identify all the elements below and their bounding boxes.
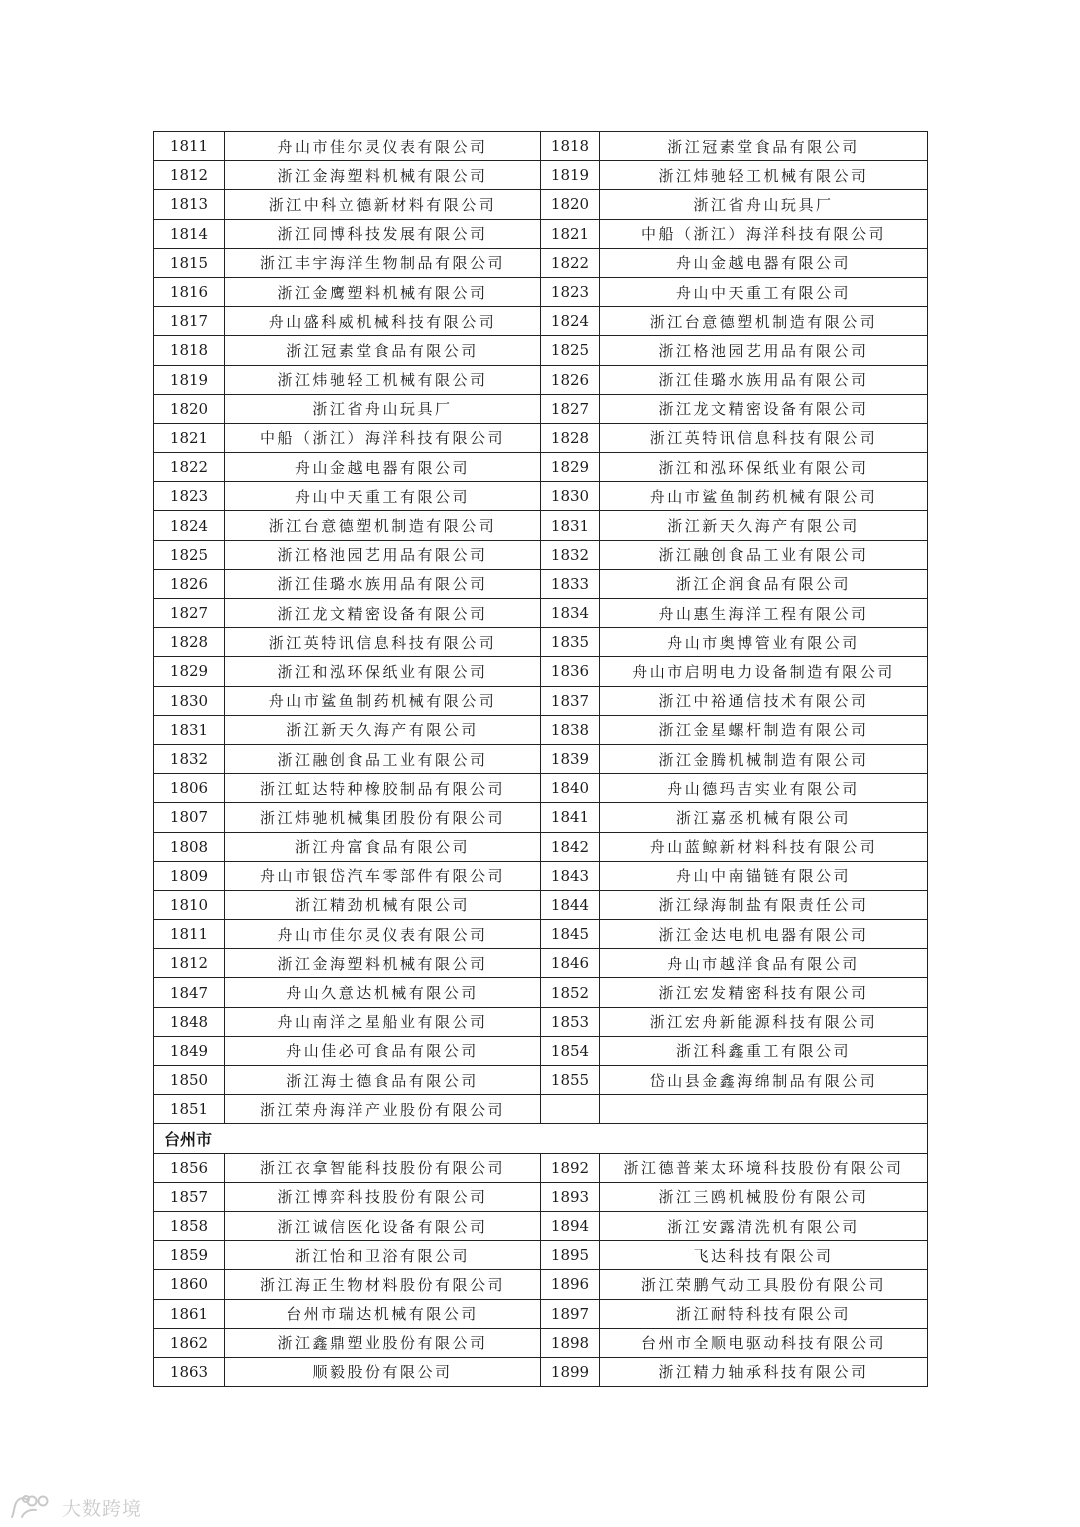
watermark-text: 大数跨境 bbox=[62, 1497, 143, 1520]
left-number: 1863 bbox=[154, 1357, 225, 1386]
right-number: 1836 bbox=[541, 657, 600, 686]
table-row bbox=[154, 423, 928, 452]
right-number: 1899 bbox=[541, 1357, 600, 1386]
right-number: 1831 bbox=[541, 511, 600, 540]
left-number: 1850 bbox=[154, 1066, 225, 1095]
right-number: 1822 bbox=[541, 248, 600, 277]
left-company-name: 浙江台意德塑机制造有限公司 bbox=[225, 511, 541, 540]
right-number: 1820 bbox=[541, 190, 600, 219]
left-company-name: 浙江博弈科技股份有限公司 bbox=[225, 1182, 541, 1211]
left-number: 1848 bbox=[154, 1007, 225, 1036]
table-row bbox=[154, 540, 928, 569]
left-number: 1823 bbox=[154, 482, 225, 511]
right-number: 1827 bbox=[541, 394, 600, 423]
right-number: 1855 bbox=[541, 1066, 600, 1095]
left-number: 1824 bbox=[154, 511, 225, 540]
left-company-name: 浙江虹达特种橡胶制品有限公司 bbox=[225, 774, 541, 803]
table-row bbox=[154, 861, 928, 890]
left-company-name: 浙江金鹰塑料机械有限公司 bbox=[225, 277, 541, 306]
right-company-name: 浙江荣鹏气动工具股份有限公司 bbox=[600, 1270, 928, 1299]
right-company-name: 浙江德普莱太环境科技股份有限公司 bbox=[600, 1153, 928, 1182]
right-company-name: 浙江新天久海产有限公司 bbox=[600, 511, 928, 540]
right-number: 1843 bbox=[541, 861, 600, 890]
left-company-name: 浙江金海塑料机械有限公司 bbox=[225, 949, 541, 978]
left-number: 1810 bbox=[154, 890, 225, 919]
left-company-name: 浙江融创食品工业有限公司 bbox=[225, 744, 541, 773]
section-heading-row bbox=[154, 1124, 928, 1153]
table-row bbox=[154, 890, 928, 919]
table-row bbox=[154, 1241, 928, 1270]
right-company-name: 浙江台意德塑机制造有限公司 bbox=[600, 307, 928, 336]
table-row bbox=[154, 1270, 928, 1299]
left-company-name: 舟山中天重工有限公司 bbox=[225, 482, 541, 511]
left-company-name: 舟山市佳尔灵仪表有限公司 bbox=[225, 920, 541, 949]
right-company-name: 舟山惠生海洋工程有限公司 bbox=[600, 599, 928, 628]
right-company-name: 浙江精力轴承科技有限公司 bbox=[600, 1357, 928, 1386]
left-company-name: 舟山盛科威机械科技有限公司 bbox=[225, 307, 541, 336]
left-company-name: 浙江中科立德新材料有限公司 bbox=[225, 190, 541, 219]
right-number: 1818 bbox=[541, 132, 600, 161]
left-company-name: 浙江和泓环保纸业有限公司 bbox=[225, 657, 541, 686]
left-company-name: 舟山市佳尔灵仪表有限公司 bbox=[225, 132, 541, 161]
table-row bbox=[154, 482, 928, 511]
right-number: 1824 bbox=[541, 307, 600, 336]
left-number: 1851 bbox=[154, 1095, 225, 1124]
right-company-name: 浙江金星螺杆制造有限公司 bbox=[600, 715, 928, 744]
right-company-name: 浙江宏舟新能源科技有限公司 bbox=[600, 1007, 928, 1036]
table-row bbox=[154, 161, 928, 190]
left-number: 1862 bbox=[154, 1328, 225, 1357]
left-company-name: 浙江怡和卫浴有限公司 bbox=[225, 1241, 541, 1270]
left-company-name: 浙江新天久海产有限公司 bbox=[225, 715, 541, 744]
left-number: 1822 bbox=[154, 453, 225, 482]
right-number: 1825 bbox=[541, 336, 600, 365]
left-number: 1811 bbox=[154, 132, 225, 161]
left-number: 1847 bbox=[154, 978, 225, 1007]
table-row bbox=[154, 774, 928, 803]
table-row bbox=[154, 365, 928, 394]
table-row bbox=[154, 1095, 928, 1124]
right-company-name: 岱山县金鑫海绵制品有限公司 bbox=[600, 1066, 928, 1095]
company-list-table bbox=[153, 131, 928, 1387]
right-company-name: 浙江绿海制盐有限责任公司 bbox=[600, 890, 928, 919]
left-number: 1818 bbox=[154, 336, 225, 365]
right-company-name: 舟山市越洋食品有限公司 bbox=[600, 949, 928, 978]
left-company-name: 浙江同博科技发展有限公司 bbox=[225, 219, 541, 248]
left-company-name: 舟山南洋之星船业有限公司 bbox=[225, 1007, 541, 1036]
right-number: 1839 bbox=[541, 744, 600, 773]
left-company-name: 浙江金海塑料机械有限公司 bbox=[225, 161, 541, 190]
left-number: 1819 bbox=[154, 365, 225, 394]
table-row bbox=[154, 394, 928, 423]
right-company-name: 舟山蓝鲸新材料科技有限公司 bbox=[600, 832, 928, 861]
left-company-name: 浙江鑫鼎塑业股份有限公司 bbox=[225, 1328, 541, 1357]
right-number: 1894 bbox=[541, 1211, 600, 1240]
right-company-name: 浙江金腾机械制造有限公司 bbox=[600, 744, 928, 773]
left-company-name: 舟山市鲨鱼制药机械有限公司 bbox=[225, 686, 541, 715]
right-company-name: 浙江企润食品有限公司 bbox=[600, 569, 928, 598]
left-number: 1826 bbox=[154, 569, 225, 598]
table-row bbox=[154, 1328, 928, 1357]
right-company-name bbox=[600, 1095, 928, 1124]
right-number: 1854 bbox=[541, 1036, 600, 1065]
table-row bbox=[154, 1182, 928, 1211]
table-row bbox=[154, 657, 928, 686]
right-company-name: 浙江冠素堂食品有限公司 bbox=[600, 132, 928, 161]
right-number: 1834 bbox=[541, 599, 600, 628]
right-company-name: 浙江格池园艺用品有限公司 bbox=[600, 336, 928, 365]
right-number: 1838 bbox=[541, 715, 600, 744]
table-body bbox=[154, 132, 928, 1387]
left-number: 1820 bbox=[154, 394, 225, 423]
left-company-name: 舟山金越电器有限公司 bbox=[225, 453, 541, 482]
table-row bbox=[154, 1153, 928, 1182]
right-company-name: 浙江炜驰轻工机械有限公司 bbox=[600, 161, 928, 190]
table-row bbox=[154, 453, 928, 482]
left-company-name: 浙江衣拿智能科技股份有限公司 bbox=[225, 1153, 541, 1182]
right-number: 1898 bbox=[541, 1328, 600, 1357]
right-number: 1845 bbox=[541, 920, 600, 949]
left-number: 1807 bbox=[154, 803, 225, 832]
left-number: 1815 bbox=[154, 248, 225, 277]
right-company-name: 浙江中裕通信技术有限公司 bbox=[600, 686, 928, 715]
left-company-name: 浙江诚信医化设备有限公司 bbox=[225, 1211, 541, 1240]
table-row bbox=[154, 832, 928, 861]
right-number: 1844 bbox=[541, 890, 600, 919]
left-company-name: 浙江荣舟海洋产业股份有限公司 bbox=[225, 1095, 541, 1124]
table-row bbox=[154, 1066, 928, 1095]
table-row bbox=[154, 248, 928, 277]
left-number: 1828 bbox=[154, 628, 225, 657]
table-row bbox=[154, 336, 928, 365]
table-row bbox=[154, 949, 928, 978]
left-number: 1829 bbox=[154, 657, 225, 686]
right-number: 1835 bbox=[541, 628, 600, 657]
table-row bbox=[154, 1299, 928, 1328]
left-company-name: 浙江冠素堂食品有限公司 bbox=[225, 336, 541, 365]
right-number: 1840 bbox=[541, 774, 600, 803]
left-company-name: 浙江炜驰轻工机械有限公司 bbox=[225, 365, 541, 394]
right-company-name: 浙江佳璐水族用品有限公司 bbox=[600, 365, 928, 394]
right-number: 1842 bbox=[541, 832, 600, 861]
table-row bbox=[154, 978, 928, 1007]
left-number: 1861 bbox=[154, 1299, 225, 1328]
left-number: 1812 bbox=[154, 161, 225, 190]
right-company-name: 浙江融创食品工业有限公司 bbox=[600, 540, 928, 569]
right-number: 1892 bbox=[541, 1153, 600, 1182]
right-company-name: 舟山中南锚链有限公司 bbox=[600, 861, 928, 890]
left-company-name: 浙江佳璐水族用品有限公司 bbox=[225, 569, 541, 598]
left-company-name: 舟山久意达机械有限公司 bbox=[225, 978, 541, 1007]
table-row bbox=[154, 744, 928, 773]
left-number: 1808 bbox=[154, 832, 225, 861]
table-row bbox=[154, 277, 928, 306]
left-number: 1856 bbox=[154, 1153, 225, 1182]
left-number: 1811 bbox=[154, 920, 225, 949]
right-number: 1837 bbox=[541, 686, 600, 715]
right-company-name: 舟山金越电器有限公司 bbox=[600, 248, 928, 277]
left-number: 1860 bbox=[154, 1270, 225, 1299]
left-number: 1857 bbox=[154, 1182, 225, 1211]
right-number: 1819 bbox=[541, 161, 600, 190]
table-row bbox=[154, 219, 928, 248]
left-company-name: 浙江省舟山玩具厂 bbox=[225, 394, 541, 423]
left-number: 1814 bbox=[154, 219, 225, 248]
left-number: 1830 bbox=[154, 686, 225, 715]
table-row bbox=[154, 1357, 928, 1386]
left-number: 1817 bbox=[154, 307, 225, 336]
left-number: 1849 bbox=[154, 1036, 225, 1065]
left-number: 1825 bbox=[154, 540, 225, 569]
right-number: 1852 bbox=[541, 978, 600, 1007]
table-row bbox=[154, 1211, 928, 1240]
right-number: 1828 bbox=[541, 423, 600, 452]
right-company-name: 中船（浙江）海洋科技有限公司 bbox=[600, 219, 928, 248]
left-company-name: 舟山佳必可食品有限公司 bbox=[225, 1036, 541, 1065]
table-row bbox=[154, 132, 928, 161]
table-row bbox=[154, 1036, 928, 1065]
table-row bbox=[154, 803, 928, 832]
left-number: 1813 bbox=[154, 190, 225, 219]
left-company-name: 浙江龙文精密设备有限公司 bbox=[225, 599, 541, 628]
right-number: 1846 bbox=[541, 949, 600, 978]
left-company-name: 台州市瑞达机械有限公司 bbox=[225, 1299, 541, 1328]
right-company-name: 浙江耐特科技有限公司 bbox=[600, 1299, 928, 1328]
section-heading: 台州市 bbox=[154, 1124, 928, 1153]
table-row bbox=[154, 686, 928, 715]
left-company-name: 浙江丰宇海洋生物制品有限公司 bbox=[225, 248, 541, 277]
right-company-name: 浙江三鸥机械股份有限公司 bbox=[600, 1182, 928, 1211]
right-number: 1841 bbox=[541, 803, 600, 832]
right-number: 1897 bbox=[541, 1299, 600, 1328]
bear-logo-icon bbox=[8, 1493, 56, 1521]
left-number: 1859 bbox=[154, 1241, 225, 1270]
right-company-name: 浙江省舟山玩具厂 bbox=[600, 190, 928, 219]
right-number: 1833 bbox=[541, 569, 600, 598]
right-company-name: 舟山市奥博管业有限公司 bbox=[600, 628, 928, 657]
right-number: 1823 bbox=[541, 277, 600, 306]
left-number: 1831 bbox=[154, 715, 225, 744]
left-number: 1812 bbox=[154, 949, 225, 978]
right-company-name: 舟山德玛吉实业有限公司 bbox=[600, 774, 928, 803]
table-row bbox=[154, 920, 928, 949]
right-company-name: 浙江安露清洗机有限公司 bbox=[600, 1211, 928, 1240]
left-company-name: 浙江炜驰机械集团股份有限公司 bbox=[225, 803, 541, 832]
right-company-name: 浙江英特讯信息科技有限公司 bbox=[600, 423, 928, 452]
right-company-name: 浙江金达电机电器有限公司 bbox=[600, 920, 928, 949]
left-number: 1832 bbox=[154, 744, 225, 773]
right-company-name: 舟山中天重工有限公司 bbox=[600, 277, 928, 306]
left-number: 1809 bbox=[154, 861, 225, 890]
left-company-name: 浙江海士德食品有限公司 bbox=[225, 1066, 541, 1095]
right-number: 1829 bbox=[541, 453, 600, 482]
right-number: 1832 bbox=[541, 540, 600, 569]
left-number: 1821 bbox=[154, 423, 225, 452]
table-row bbox=[154, 628, 928, 657]
left-number: 1827 bbox=[154, 599, 225, 628]
left-company-name: 浙江精劲机械有限公司 bbox=[225, 890, 541, 919]
table-row bbox=[154, 715, 928, 744]
table-row bbox=[154, 1007, 928, 1036]
watermark bbox=[8, 1492, 142, 1522]
right-number: 1853 bbox=[541, 1007, 600, 1036]
right-company-name: 浙江龙文精密设备有限公司 bbox=[600, 394, 928, 423]
right-company-name: 浙江科鑫重工有限公司 bbox=[600, 1036, 928, 1065]
right-number bbox=[541, 1095, 600, 1124]
left-company-name: 浙江格池园艺用品有限公司 bbox=[225, 540, 541, 569]
table-row bbox=[154, 511, 928, 540]
right-company-name: 浙江宏发精密科技有限公司 bbox=[600, 978, 928, 1007]
right-number: 1896 bbox=[541, 1270, 600, 1299]
right-company-name: 飞达科技有限公司 bbox=[600, 1241, 928, 1270]
right-number: 1821 bbox=[541, 219, 600, 248]
right-number: 1893 bbox=[541, 1182, 600, 1211]
left-company-name: 舟山市银岱汽车零部件有限公司 bbox=[225, 861, 541, 890]
right-number: 1830 bbox=[541, 482, 600, 511]
left-company-name: 浙江舟富食品有限公司 bbox=[225, 832, 541, 861]
left-company-name: 浙江海正生物材料股份有限公司 bbox=[225, 1270, 541, 1299]
left-number: 1806 bbox=[154, 774, 225, 803]
left-company-name: 中船（浙江）海洋科技有限公司 bbox=[225, 423, 541, 452]
table-row bbox=[154, 569, 928, 598]
left-number: 1816 bbox=[154, 277, 225, 306]
right-company-name: 舟山市鲨鱼制药机械有限公司 bbox=[600, 482, 928, 511]
right-company-name: 浙江嘉丞机械有限公司 bbox=[600, 803, 928, 832]
right-company-name: 浙江和泓环保纸业有限公司 bbox=[600, 453, 928, 482]
table-row bbox=[154, 599, 928, 628]
right-company-name: 台州市全顺电驱动科技有限公司 bbox=[600, 1328, 928, 1357]
left-company-name: 浙江英特讯信息科技有限公司 bbox=[225, 628, 541, 657]
right-company-name: 舟山市启明电力设备制造有限公司 bbox=[600, 657, 928, 686]
left-company-name: 顺毅股份有限公司 bbox=[225, 1357, 541, 1386]
table-row bbox=[154, 190, 928, 219]
table-row bbox=[154, 307, 928, 336]
left-number: 1858 bbox=[154, 1211, 225, 1240]
right-number: 1895 bbox=[541, 1241, 600, 1270]
right-number: 1826 bbox=[541, 365, 600, 394]
